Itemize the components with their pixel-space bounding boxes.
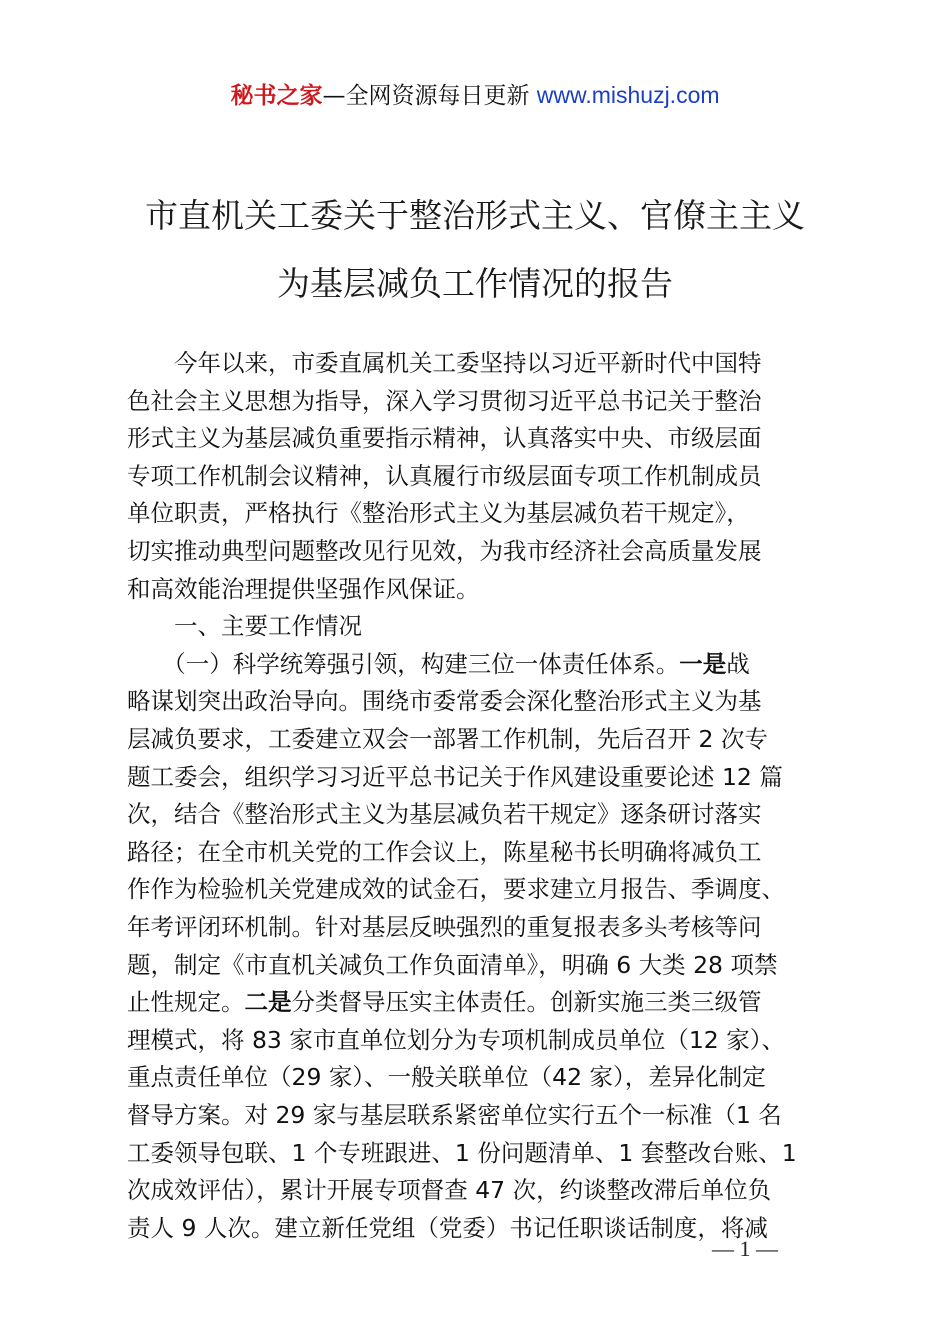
body-line bbox=[127, 1098, 847, 1132]
document-title-line-2: 为基层减负工作情况的报告 bbox=[277, 264, 673, 303]
body-line bbox=[127, 572, 847, 606]
bold-ordinal: 二是 bbox=[244, 988, 292, 1017]
body-text-segment: 形式主义为基层减负重要指示精神，认真落实中央、市级层面 bbox=[127, 424, 762, 453]
body-text-segment: 次成效评估），累计开展专项督查 47 次，约谈整改滞后单位负 bbox=[127, 1176, 772, 1205]
body-text-segment: 战 bbox=[726, 649, 750, 678]
body-line bbox=[127, 421, 847, 455]
body-text-segment: 督导方案。对 29 家与基层联系紧密单位实行五个一标准（1 名 bbox=[127, 1101, 782, 1129]
body-text-segment: 工委领导包联、1 个专班跟进、1 份问题清单、1 套整改台账、1 bbox=[127, 1138, 797, 1167]
body-text-segment: 单位职责，严格执行《整治形式主义为基层减负若干规定》， bbox=[127, 499, 750, 528]
body-text-segment: 止性规定。 bbox=[127, 988, 245, 1017]
body-line bbox=[127, 384, 847, 418]
body-line bbox=[127, 684, 847, 718]
body-line bbox=[127, 835, 847, 869]
body-line bbox=[127, 346, 847, 380]
body-line bbox=[127, 910, 847, 944]
body-text-segment: 层减负要求，工委建立双会一部署工作机制，先后召开 2 次专 bbox=[127, 725, 768, 753]
body-line bbox=[127, 797, 847, 831]
body-text-segment: 切实推动典型问题整改见行见效，为我市经济社会高质量发展 bbox=[127, 537, 762, 565]
body-line bbox=[127, 1173, 847, 1207]
body-text-segment: 路径；在全市机关党的工作会议上，陈星秘书长明确将减负工 bbox=[127, 837, 762, 866]
body-line bbox=[127, 1060, 847, 1094]
body-text-segment: 分类督导压实主体责任。创新实施三类三级管 bbox=[291, 988, 762, 1017]
body-text-segment: 理模式，将 83 家市直单位划分为专项机制成员单位（12 家）、 bbox=[127, 1025, 785, 1054]
site-url-link[interactable]: www.mishuzj.com bbox=[536, 82, 720, 108]
site-header bbox=[0, 78, 950, 113]
body-line bbox=[127, 872, 847, 906]
body-text-segment: 责人 9 人次。建立新任党组（党委）书记任职谈话制度，将减 bbox=[127, 1213, 768, 1242]
body-text-segment: 一、主要工作情况 bbox=[127, 612, 362, 641]
page-number: — 1 — bbox=[712, 1236, 778, 1261]
body-text-segment: 题工委会，组织学习习近平总书记关于作风建设重要论述 12 篇 bbox=[127, 762, 783, 791]
document-title-line-1: 市直机关工委关于整治形式主义、官僚主主义 bbox=[145, 196, 805, 235]
body-line bbox=[127, 948, 847, 982]
body-text-segment: 色社会主义思想为指导，深入学习贯彻习近平总书记关于整治 bbox=[127, 386, 762, 415]
body-text-segment: 题，制定《市直机关减负工作负面清单》，明确 6 大类 28 项禁 bbox=[127, 950, 778, 979]
body-line bbox=[127, 760, 847, 794]
body-text-segment: 专项工作机制会议精神，认真履行市级层面专项工作机制成员 bbox=[127, 461, 762, 490]
body-line bbox=[127, 1136, 847, 1170]
body-line bbox=[127, 722, 847, 756]
brand-name: 秘书之家 bbox=[230, 83, 323, 109]
body-text-segment: 年考评闭环机制。针对基层反映强烈的重复报表多头考核等问 bbox=[127, 913, 762, 941]
body-line bbox=[127, 534, 847, 568]
header-slogan: —全网资源每日更新 bbox=[322, 83, 530, 109]
body-line bbox=[127, 985, 847, 1019]
body-text-segment: 略谋划突出政治导向。围绕市委常委会深化整治形式主义为基 bbox=[127, 687, 762, 716]
body-line bbox=[127, 496, 847, 530]
body-line bbox=[127, 647, 847, 681]
body-text-segment: 重点责任单位（29 家）、一般关联单位（42 家），差异化制定 bbox=[127, 1063, 766, 1092]
body-line bbox=[127, 1023, 847, 1057]
body-text-segment: 和高效能治理提供坚强作风保证。 bbox=[127, 574, 480, 603]
body-line bbox=[127, 459, 847, 493]
body-text-segment: 次，结合《整治形式主义为基层减负若干规定》逐条研讨落实 bbox=[127, 800, 762, 829]
body-line bbox=[127, 609, 847, 643]
body-text-segment: （一）科学统筹强引领，构建三位一体责任体系。 bbox=[127, 649, 680, 678]
body-text-segment: 今年以来，市委直属机关工委坚持以习近平新时代中国特 bbox=[127, 349, 762, 377]
bold-ordinal: 一是 bbox=[679, 649, 727, 678]
body-text-segment: 作作为检验机关党建成效的试金石，要求建立月报告、季调度、 bbox=[127, 875, 785, 904]
